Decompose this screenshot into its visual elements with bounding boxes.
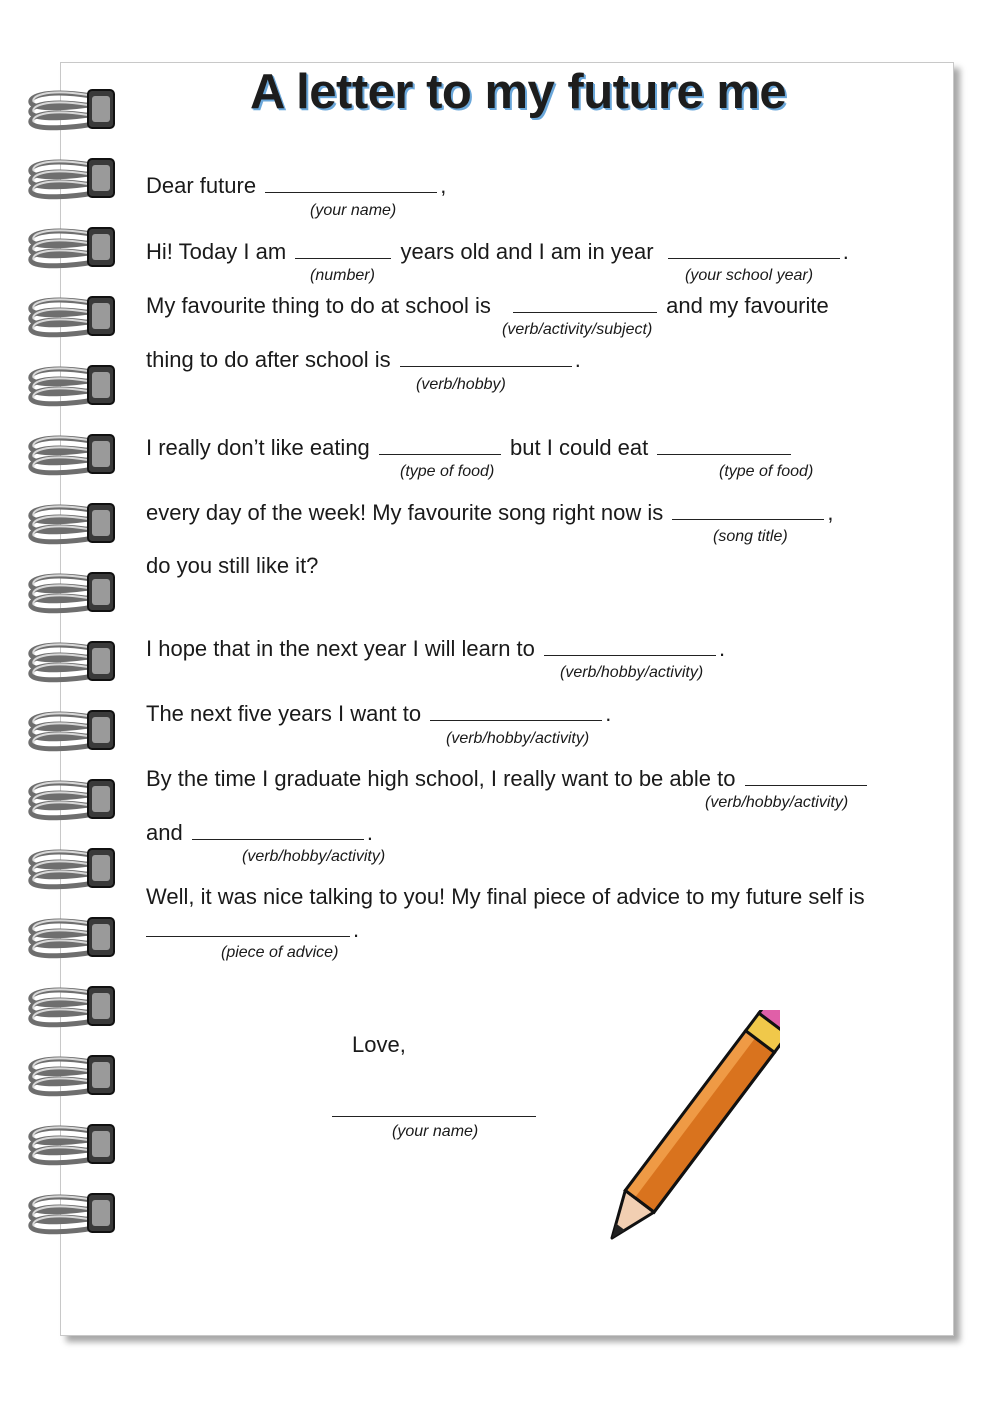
hint-your-name-signature: (your name) xyxy=(392,1123,479,1140)
page-title: A letter to my future me xyxy=(250,65,787,119)
food-dislike-blank[interactable] xyxy=(379,434,501,455)
name-blank[interactable] xyxy=(265,172,437,193)
greeting-comma: , xyxy=(440,173,447,198)
and-blank[interactable] xyxy=(192,819,364,840)
hint-piece-of-advice: (piece of advice) xyxy=(221,944,339,961)
hint-song-title: (song title) xyxy=(713,528,788,545)
food-dislike-text: I really don’t like eating xyxy=(146,435,370,460)
learn-period: . xyxy=(719,636,726,661)
five-years-line xyxy=(146,700,611,727)
after-school-text: thing to do after school is xyxy=(146,347,391,372)
spiral-ring xyxy=(31,1056,114,1094)
song-line xyxy=(146,499,834,526)
food-like-blank[interactable] xyxy=(657,434,791,455)
five-years-period: . xyxy=(605,701,612,726)
advice-line: Well, it was nice talking to you! My final piece of advice to my future self is xyxy=(146,884,865,909)
song-comma: , xyxy=(827,500,834,525)
spiral-ring xyxy=(31,1194,114,1232)
five-years-blank[interactable] xyxy=(430,700,602,721)
hint-verb-hobby-activity-1: (verb/hobby/activity) xyxy=(560,664,704,681)
spiral-ring xyxy=(31,159,114,197)
spiral-ring xyxy=(31,297,114,335)
age-line xyxy=(146,238,849,265)
love-signoff: Love, xyxy=(352,1032,406,1057)
spiral-ring xyxy=(31,987,114,1025)
pencil-icon xyxy=(600,1010,780,1250)
hint-verb-activity-subject: (verb/activity/subject) xyxy=(502,321,653,338)
spiral-ring xyxy=(31,849,114,887)
advice-period: . xyxy=(353,917,360,942)
spiral-ring xyxy=(31,642,114,680)
age-text: Hi! Today I am xyxy=(146,239,287,264)
after-school-period: . xyxy=(574,347,581,372)
five-years-text: The next five years I want to xyxy=(146,701,422,726)
hint-verb-hobby-activity-2: (verb/hobby/activity) xyxy=(446,730,590,747)
after-school-line xyxy=(146,346,581,373)
hint-your-name: (your name) xyxy=(310,202,397,219)
greeting-line xyxy=(146,172,446,199)
spiral-ring xyxy=(31,573,114,611)
hint-type-of-food-1: (type of food) xyxy=(400,463,495,480)
greeting-text: Dear future xyxy=(146,173,257,198)
spiral-ring xyxy=(31,504,114,542)
food-line xyxy=(146,434,794,461)
hint-verb-hobby: (verb/hobby) xyxy=(416,376,506,393)
learn-blank[interactable] xyxy=(544,635,716,656)
after-school-blank[interactable] xyxy=(400,346,572,367)
spiral-ring xyxy=(31,90,114,128)
hint-verb-hobby-activity-3: (verb/hobby/activity) xyxy=(705,794,849,811)
school-year-blank[interactable] xyxy=(668,238,840,259)
food-like-text: but I could eat xyxy=(510,435,649,460)
advice-blank-line xyxy=(146,916,359,943)
spiral-ring xyxy=(31,918,114,956)
song-text: every day of the week! My favourite song right now is xyxy=(146,500,664,525)
age-blank[interactable] xyxy=(295,238,391,259)
graduate-line xyxy=(146,765,870,792)
signature-blank[interactable] xyxy=(332,1096,536,1117)
song-blank[interactable] xyxy=(672,499,824,520)
hint-number: (number) xyxy=(310,267,375,284)
spiral-ring xyxy=(31,1125,114,1163)
hint-verb-hobby-activity-4: (verb/hobby/activity) xyxy=(242,848,386,865)
learn-line xyxy=(146,635,725,662)
school-fav-end-text: and my favourite xyxy=(666,293,829,318)
spiral-binding xyxy=(22,80,122,1320)
hint-type-of-food-2: (type of food) xyxy=(719,463,814,480)
school-fav-text: My favourite thing to do at school is xyxy=(146,293,491,318)
and-period: . xyxy=(366,820,373,845)
age-mid-text: years old and I am in year xyxy=(400,239,654,264)
spiral-ring xyxy=(31,711,114,749)
spiral-ring xyxy=(31,780,114,818)
and-line xyxy=(146,819,373,846)
spiral-ring xyxy=(31,228,114,266)
graduate-blank[interactable] xyxy=(745,765,867,786)
graduate-text: By the time I graduate high school, I really want to be able to xyxy=(146,766,736,791)
spiral-ring xyxy=(31,435,114,473)
age-period: . xyxy=(842,239,849,264)
advice-blank[interactable] xyxy=(146,916,350,937)
learn-text: I hope that in the next year I will learn to xyxy=(146,636,535,661)
school-activity-blank[interactable] xyxy=(513,292,657,313)
spiral-ring xyxy=(31,366,114,404)
signature-line xyxy=(332,1096,539,1123)
song-question-line: do you still like it? xyxy=(146,553,319,578)
hint-school-year: (your school year) xyxy=(685,267,814,284)
school-fav-line xyxy=(146,292,829,319)
and-text: and xyxy=(146,820,183,845)
